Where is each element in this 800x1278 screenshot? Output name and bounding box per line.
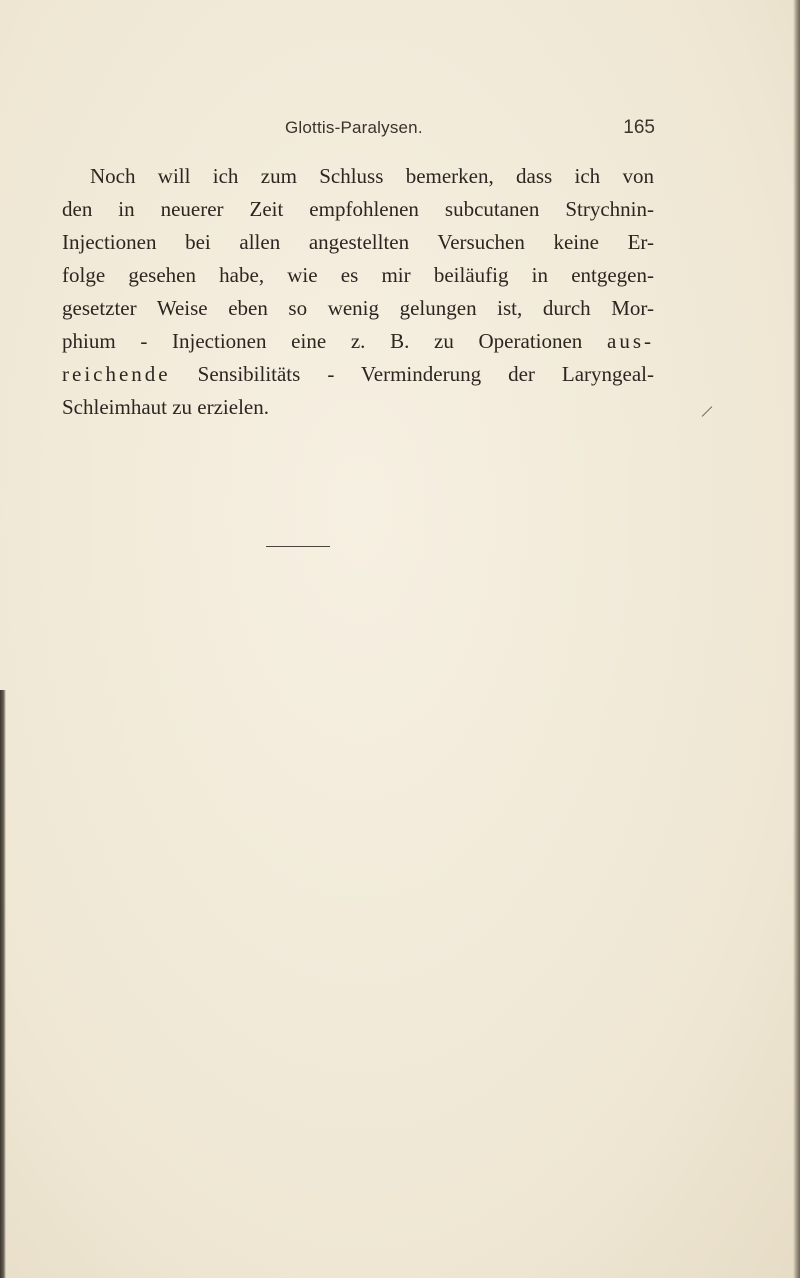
text-line: Schleimhaut zu erzielen. xyxy=(62,395,269,419)
text-line-spaced-end xyxy=(62,325,654,358)
page-number: 165 xyxy=(623,117,655,138)
page-right-shadow xyxy=(793,0,800,1278)
text-line: den in neuerer Zeit empfohlenen subcutanen Strychnin- xyxy=(62,197,654,221)
text-line: gesetzter Weise eben so wenig gelungen ist, durch Mor- xyxy=(62,296,654,320)
spaced-word: reichende xyxy=(62,362,171,386)
body-text xyxy=(62,160,654,424)
spaced-word: aus- xyxy=(607,329,654,353)
stray-pen-mark xyxy=(702,406,713,417)
text-line-spaced-start xyxy=(62,358,654,391)
line-suffix: Sensibilitäts - Verminderung der Laryngeal- xyxy=(197,362,654,386)
line-prefix: phium - Injectionen eine z. B. zu Operationen xyxy=(62,329,583,353)
text-line: folge gesehen habe, wie es mir beiläufig in entgegen- xyxy=(62,263,654,287)
page-left-shadow xyxy=(0,690,6,1278)
section-end-rule xyxy=(266,546,330,547)
page-header xyxy=(285,118,655,144)
text-line: Noch will ich zum Schluss bemerken, dass ich von xyxy=(90,164,654,188)
text-line: Injectionen bei allen angestellten Versuchen keine Er- xyxy=(62,230,654,254)
running-head: Glottis-Paralysen. xyxy=(285,118,423,137)
